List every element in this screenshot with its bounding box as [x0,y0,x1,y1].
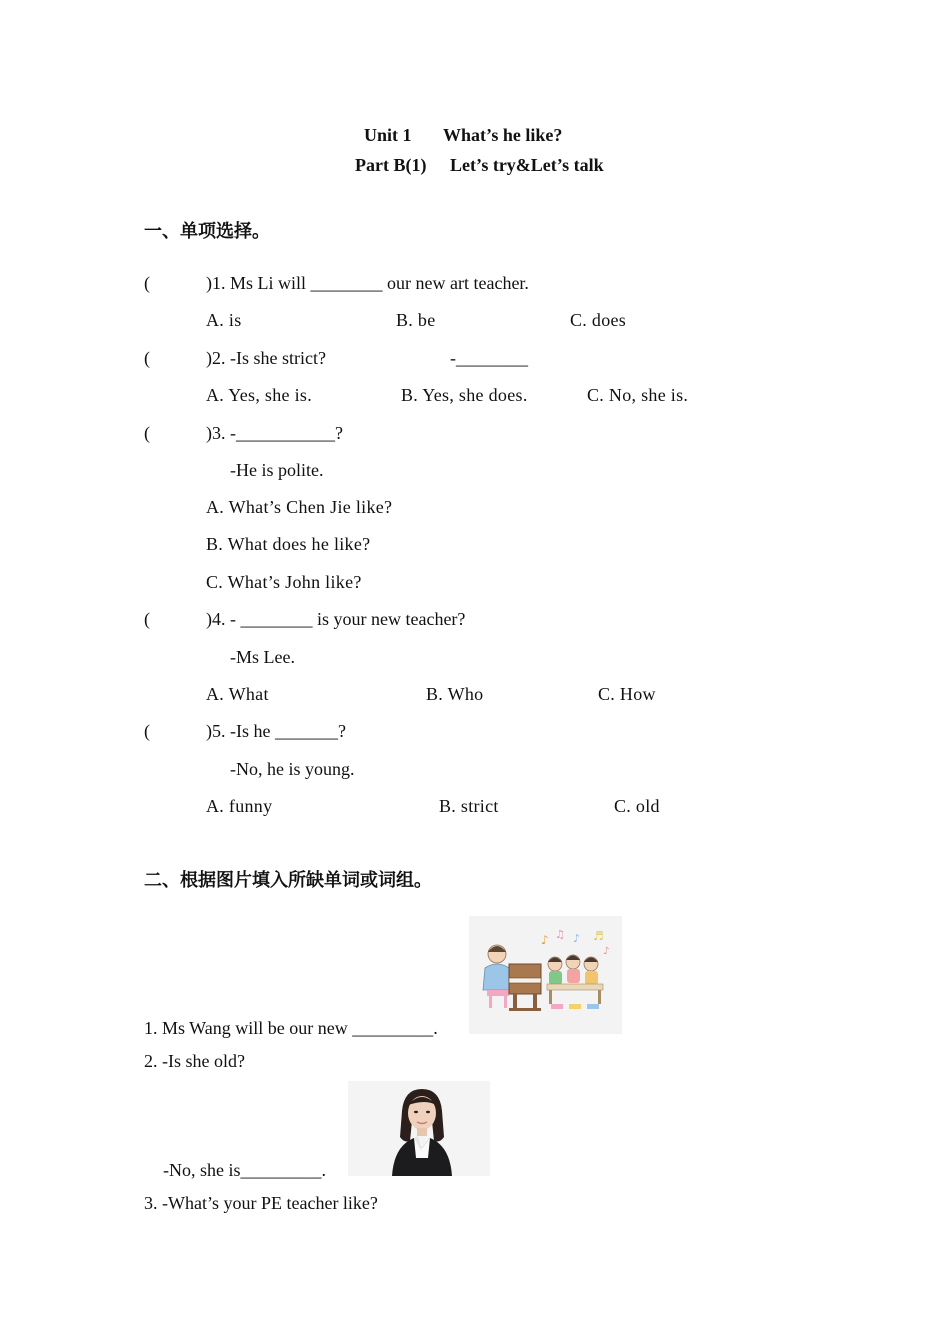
q2-stem: )2. -Is she strict? [206,348,326,368]
section2-heading: 二、根据图片填入所缺单词或词组。 [144,870,432,891]
svg-text:♫: ♫ [555,928,565,941]
q5-option-b: B. strict [439,796,499,816]
q2-paren: ( [144,348,150,368]
unit-label: Unit 1 [364,125,412,145]
music-teacher-image [469,916,622,1034]
q1-option-c: C. does [570,310,627,330]
q3-option-a: A. What’s Chen Jie like? [206,497,393,517]
q2-option-c: C. No, she is. [587,385,689,405]
section1-heading: 一、单项选择。 [144,221,270,242]
svg-text:♪: ♪ [573,932,581,945]
s2-item-1: 1. Ms Wang will be our new _________. [144,1018,438,1038]
q3-paren: ( [144,423,150,443]
q1-option-a: A. is [206,310,242,330]
q1-option-b: B. be [396,310,436,330]
q5-paren: ( [144,721,150,741]
q3-reply: -He is polite. [230,460,324,480]
q1-stem: )1. Ms Li will ________ our new art teacher. [206,273,529,293]
q5-option-c: C. old [614,796,660,816]
part-title: Let’s try&Let’s talk [450,155,604,175]
s2-item-3: 3. -What’s your PE teacher like? [144,1193,378,1213]
q2-option-a: A. Yes, she is. [206,385,313,405]
q2-option-b: B. Yes, she does. [401,385,528,405]
q3-option-c: C. What’s John like? [206,572,362,592]
q5-stem: )5. -Is he _______? [206,721,346,741]
q4-reply: -Ms Lee. [230,647,295,667]
q4-option-a: A. What [206,684,269,704]
q2-answer-blank: -________ [450,348,528,368]
q4-paren: ( [144,609,150,629]
q3-option-b: B. What does he like? [206,534,371,554]
s2-item-2: 2. -Is she old? [144,1051,245,1071]
q4-option-b: B. Who [426,684,484,704]
q1-paren: ( [144,273,150,293]
q4-stem: )4. - ________ is your new teacher? [206,609,466,629]
s2-item-2-answer: -No, she is_________. [163,1160,326,1180]
svg-text:♪: ♪ [541,933,549,947]
q4-option-c: C. How [598,684,656,704]
svg-text:♬: ♬ [593,929,604,943]
q5-option-a: A. funny [206,796,273,816]
svg-text:♪: ♪ [603,946,610,957]
young-woman-image [348,1081,490,1176]
q3-stem: )3. -___________? [206,423,343,443]
unit-title: What’s he like? [443,125,563,145]
part-label: Part B(1) [355,155,427,175]
q5-reply: -No, he is young. [230,759,355,779]
